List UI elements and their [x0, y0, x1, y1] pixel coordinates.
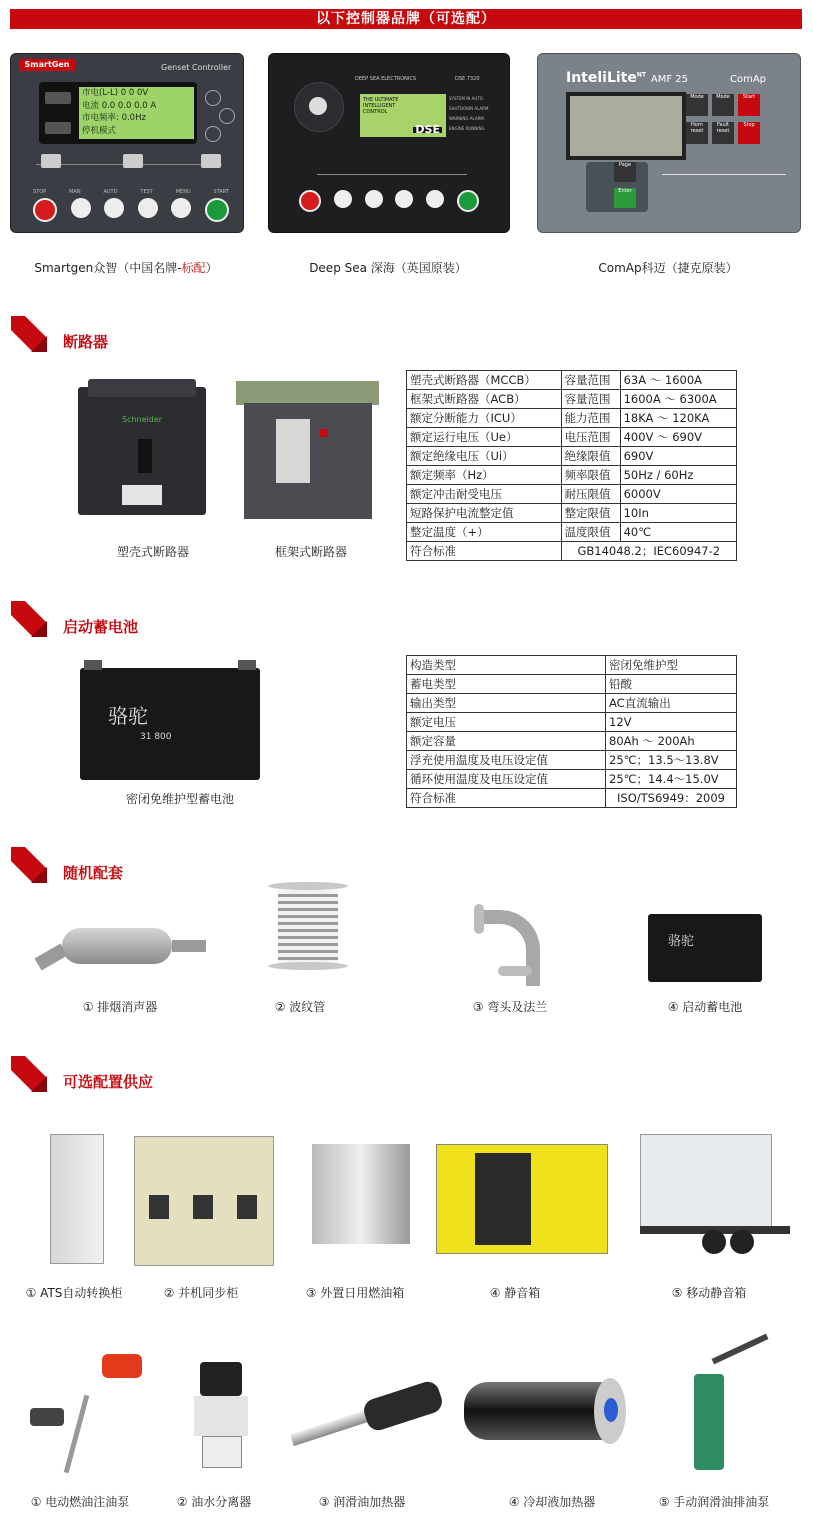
deepsea-lcd — [360, 94, 446, 137]
battery-spec-row — [407, 675, 737, 694]
comap-controller-image — [537, 53, 801, 233]
lcd-line: 电流 0.0 0.0 0.0 A — [82, 100, 157, 111]
smartgen-caption — [10, 259, 242, 276]
spec-name: 额定频率（Hz） — [407, 466, 562, 485]
battery-spec-row — [407, 694, 737, 713]
starter-battery-image — [648, 908, 762, 982]
auto-button-icon — [365, 190, 383, 208]
standard-row — [407, 789, 737, 808]
lube-drain-pump-image — [686, 1340, 772, 1474]
led-label: ENGINE RUNNING — [449, 126, 485, 131]
spec-value: 25℃；14.4～15.0V — [606, 770, 737, 789]
spec-type: 容量范围 — [561, 390, 620, 409]
mccb-caption: 塑壳式断路器 — [116, 545, 189, 559]
comap-logo: ComAp — [730, 74, 767, 85]
battery-image — [80, 660, 260, 784]
oil-heater-image — [290, 1384, 442, 1464]
deepsea-caption: Deep Sea 深海（英国原装） — [309, 261, 467, 275]
spec-value: AC直流输出 — [606, 694, 737, 713]
manual-button-icon — [71, 198, 91, 218]
spec-value: 50Hz / 60Hz — [620, 466, 736, 485]
standard-value: ISO/TS6949：2009 — [606, 789, 737, 808]
mobile-silent-box-image — [630, 1134, 800, 1262]
acb-image — [236, 381, 379, 521]
page-key: Page — [614, 162, 636, 182]
optional-caption: ⑤ 移动静音箱 — [671, 1286, 747, 1300]
optional-caption: ③ 润滑油加热器 — [318, 1495, 406, 1509]
led-label: SHUTDOWN ALARM — [449, 106, 489, 111]
battery-spec-row — [407, 713, 737, 732]
button-label: START — [213, 189, 229, 195]
caption-end: ） — [205, 261, 218, 275]
optional-section-title: 可选配置供应 — [63, 1073, 154, 1091]
spec-type: 温度限值 — [561, 523, 620, 542]
accessory-caption: ④ 启动蓄电池 — [667, 1000, 743, 1014]
coolant-heater-image — [464, 1358, 644, 1470]
stop-button-icon — [33, 198, 57, 222]
fuel-tank-image — [304, 1138, 416, 1262]
section-arrow-icon — [11, 847, 47, 883]
breaker-spec-table — [406, 370, 737, 561]
comap-brand: InteliLite$^{NT}$ AMF 25 — [566, 70, 688, 86]
accessory-caption: ② 波纹管 — [274, 1000, 326, 1014]
battery-spec-row — [407, 732, 737, 751]
spec-value: 铅酸 — [606, 675, 737, 694]
spec-name: 额定电压 — [407, 713, 606, 732]
optional-caption: ② 油水分离器 — [176, 1495, 252, 1509]
comap-caption: ComAp科迈（捷克原装） — [598, 261, 738, 275]
lcd-line: 停机模式 — [82, 125, 117, 136]
button-label: AUTO — [103, 189, 118, 195]
optional-caption: ④ 静音箱 — [489, 1286, 541, 1300]
accessories-section-title: 随机配套 — [63, 864, 124, 882]
spec-value: 400V ～ 690V — [620, 428, 736, 447]
spec-name: 短路保护电流整定值 — [407, 504, 562, 523]
optional-caption: ① ATS自动转换柜 — [25, 1286, 123, 1300]
acb-caption: 框架式断路器 — [274, 545, 347, 559]
caption-tag: 标配 — [181, 261, 206, 275]
bellows-image — [268, 882, 348, 982]
standard-row — [407, 542, 737, 561]
deepsea-controller-image — [268, 53, 510, 233]
battery-caption: 密闭免维护型蓄电池 — [125, 792, 234, 806]
page-header: 以下控制器品牌（可选配） — [10, 9, 802, 29]
mode-key: Mode — [712, 94, 734, 116]
spec-value: 12V — [606, 713, 737, 732]
spec-name: 输出类型 — [407, 694, 606, 713]
spec-name: 额定运行电压（Ue） — [407, 428, 562, 447]
sync-cabinet-image — [134, 1136, 274, 1266]
oil-water-separator-image — [194, 1362, 248, 1470]
spec-value: 6000V — [620, 485, 736, 504]
optional-caption: ② 并机同步柜 — [163, 1286, 239, 1300]
battery-spec-row — [407, 751, 737, 770]
spec-value: 63A ～ 1600A — [620, 371, 736, 390]
stop-key: Stop — [738, 122, 760, 144]
standard-label: 符合标准 — [407, 542, 562, 561]
mute-button-icon — [395, 190, 413, 208]
horn-reset-key: Horn reset — [686, 122, 708, 144]
button-label: MAN — [69, 189, 81, 195]
button-label: STOP — [33, 189, 47, 195]
section-arrow-icon — [11, 601, 47, 637]
ok-button-icon — [309, 97, 327, 115]
mccb-image — [78, 379, 206, 517]
spec-value: 1600A ～ 6300A — [620, 390, 736, 409]
elbow-flange-image — [474, 904, 538, 980]
test-button-icon — [426, 190, 444, 208]
spec-name: 整定温度（+） — [407, 523, 562, 542]
lcd-line: 市电频率: 0.0Hz — [82, 113, 146, 123]
spec-value: 18KA ～ 120KA — [620, 409, 736, 428]
spec-name: 额定冲击耐受电压 — [407, 485, 562, 504]
spec-name: 额定容量 — [407, 732, 606, 751]
spec-value: 密闭免维护型 — [606, 656, 737, 675]
deepsea-leds — [449, 94, 488, 134]
fuel-pump-image — [24, 1354, 146, 1466]
battery-section-title: 启动蓄电池 — [63, 618, 139, 636]
spec-name: 塑壳式断路器（MCCB） — [407, 371, 562, 390]
smartgen-subtitle: Genset Controller — [161, 63, 232, 72]
led-label: SYSTEM IN AUTO — [449, 96, 483, 101]
accessory-caption: ① 排烟消声器 — [82, 1000, 158, 1014]
battery-spec-row — [407, 656, 737, 675]
button-label: MENU — [175, 189, 191, 195]
battery-brand-logo: 骆驼 — [668, 934, 695, 949]
spec-name: 构造类型 — [407, 656, 606, 675]
smartgen-lcd — [79, 87, 194, 139]
spec-type: 耐压限值 — [561, 485, 620, 504]
smartgen-logo: SmartGen — [19, 59, 75, 71]
smartgen-controller-image — [10, 53, 244, 233]
breaker-spec-row — [407, 485, 737, 504]
breaker-spec-row — [407, 504, 737, 523]
start-button-icon — [457, 190, 479, 212]
ats-cabinet-image — [50, 1134, 104, 1264]
section-arrow-icon — [11, 316, 47, 352]
spec-name: 框架式断路器（ACB） — [407, 390, 562, 409]
start-button-icon — [205, 198, 229, 222]
spec-type: 容量范围 — [561, 371, 620, 390]
breaker-section-title: 断路器 — [63, 333, 109, 351]
caption-text: Smartgen众智（中国名牌- — [34, 261, 182, 275]
mode-key: Mode — [686, 94, 708, 116]
optional-caption: ① 电动燃油注油泵 — [30, 1495, 130, 1509]
fault-reset-key: Fault reset — [712, 122, 734, 144]
silent-box-image — [436, 1144, 608, 1254]
battery-spec-table — [406, 655, 737, 808]
manual-button-icon — [334, 190, 352, 208]
section-arrow-icon — [11, 1056, 47, 1092]
spec-value: 40℃ — [620, 523, 736, 542]
spec-type: 电压范围 — [561, 428, 620, 447]
spec-name: 蓄电类型 — [407, 675, 606, 694]
accessory-caption: ③ 弯头及法兰 — [472, 1000, 548, 1014]
spec-type: 整定限值 — [561, 504, 620, 523]
breaker-spec-row — [407, 409, 737, 428]
spec-name: 额定分断能力（ICU） — [407, 409, 562, 428]
lcd-line: 市电(L-L) 0 0 0V — [82, 88, 149, 98]
standard-label: 符合标准 — [407, 789, 606, 808]
stop-button-icon — [299, 190, 321, 212]
breaker-spec-row — [407, 447, 737, 466]
breaker-spec-row — [407, 371, 737, 390]
spec-value: 25℃；13.5～13.8V — [606, 751, 737, 770]
battery-model-text: 31 800 — [140, 732, 172, 742]
spec-type: 能力范围 — [561, 409, 620, 428]
optional-caption: ⑤ 手动润滑油排油泵 — [658, 1495, 770, 1509]
breaker-spec-row — [407, 428, 737, 447]
lcd-text: THE ULTIMATE INTELLIGENT CONTROL — [363, 97, 399, 115]
breaker-spec-row — [407, 523, 737, 542]
optional-caption: ③ 外置日用燃油箱 — [305, 1286, 405, 1300]
button-label: TEST — [140, 189, 153, 195]
breaker-spec-row — [407, 390, 737, 409]
start-key: Start — [738, 94, 760, 116]
auto-button-icon — [104, 198, 124, 218]
test-button-icon — [138, 198, 158, 218]
battery-spec-row — [407, 770, 737, 789]
spec-value: 690V — [620, 447, 736, 466]
deepsea-model: DSE 7320 — [455, 76, 480, 82]
spec-value: 80Ah ～ 200Ah — [606, 732, 737, 751]
comap-lcd — [566, 92, 686, 160]
led-label: WARNING ALARM — [449, 116, 484, 121]
dse-logo: DSE — [415, 123, 440, 136]
spec-name: 浮充使用温度及电压设定值 — [407, 751, 606, 770]
muffler-image — [32, 922, 208, 978]
spec-name: 额定绝缘电压（Ui） — [407, 447, 562, 466]
battery-brand-logo: 骆驼 — [108, 704, 148, 728]
spec-value: 10In — [620, 504, 736, 523]
standard-value: GB14048.2；IEC60947-2 — [561, 542, 736, 561]
single-line-diagram — [662, 174, 786, 201]
deepsea-brand: DEEP SEA ELECTRONICS — [355, 76, 417, 82]
enter-key: Enter — [614, 188, 636, 208]
spec-type: 绝缘限值 — [561, 447, 620, 466]
breaker-spec-row — [407, 466, 737, 485]
menu-button-icon — [171, 198, 191, 218]
schneider-logo: Schneider — [122, 415, 163, 424]
spec-type: 频率限值 — [561, 466, 620, 485]
optional-caption: ④ 冷却液加热器 — [508, 1495, 596, 1509]
spec-name: 循环使用温度及电压设定值 — [407, 770, 606, 789]
